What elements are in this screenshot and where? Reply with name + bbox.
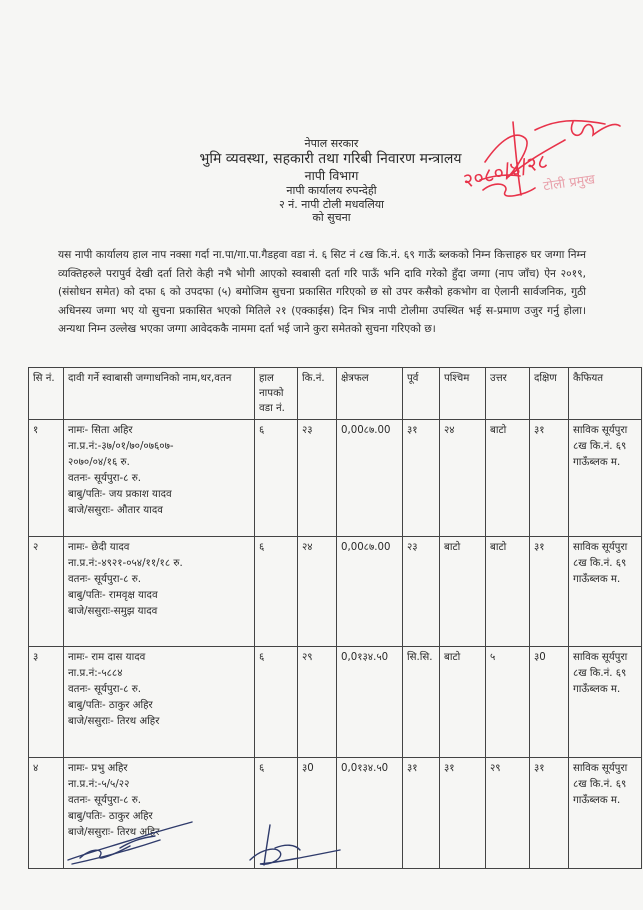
cell-sn: ४ [29, 758, 64, 869]
cell-plot: २४ [298, 537, 337, 647]
cell-east: ३१ [403, 758, 440, 869]
department-line: नापी विभाग [304, 168, 359, 184]
claimant-line: बाजे/ससुराः-समुझ यादव [68, 606, 158, 617]
cell-sn: १ [29, 420, 64, 537]
signature-left [60, 818, 200, 868]
cell-north: ५ [486, 647, 530, 758]
cell-sn: २ [29, 537, 64, 647]
ministry-line: भुमि व्यवस्था, सहकारी तथा गरिबी निवारण मन्त्रालय [199, 150, 462, 167]
cell-area: 0,00८७.00 [337, 420, 403, 537]
table-header-row [29, 368, 642, 420]
cell-sheet: ६ [255, 647, 298, 758]
table-row [29, 537, 642, 647]
header-south: दक्षिण [530, 368, 569, 420]
cell-north: बाटो [486, 420, 530, 537]
office-line: नापी कार्यालय रुपन्देही [286, 183, 377, 197]
cell-area: 0,0१३४.५0 [337, 758, 403, 869]
cell-south: ३१ [530, 758, 569, 869]
cell-west: बाटो [440, 647, 486, 758]
claimant-line: २०७०/०४/१६ रु. [68, 457, 130, 468]
claimant-line: बाबु/पतिः- रामवृक्ष यादव [68, 590, 158, 601]
cell-east: ३१ [403, 420, 440, 537]
header-sheet: हाल नापको वडा नं. [255, 368, 298, 420]
header-east: पूर्व [403, 368, 440, 420]
cell-plot: २३ [298, 420, 337, 537]
cell-south: ३१ [530, 537, 569, 647]
claimant-line: वतनः- सूर्यपुरा-८ रु. [68, 574, 142, 585]
cell-south: ३0 [530, 647, 569, 758]
cell-sn: ३ [29, 647, 64, 758]
claimant-line: बाबु/पतिः- ठाकुर अहिर [68, 811, 153, 822]
cell-remarks: साविक सूर्यपुरा ८ख कि.नं. ६९ गाऊँब्लक म. [569, 420, 642, 537]
claimant-line: वतनः- सूर्यपुरा-८ रु. [68, 473, 142, 484]
claimant-line: वतनः- सूर्यपुरा-८ रु. [68, 795, 142, 806]
cell-plot: ३0 [298, 758, 337, 869]
cell-claimant [64, 647, 255, 758]
svg-text:२०८०/४/२८: २०८०/४/२८ [460, 148, 550, 193]
claimant-line: ना.प्र.नं:-५/५/२२ [68, 779, 130, 790]
header-sn: सि नं. [29, 368, 64, 420]
signature-right [240, 820, 350, 875]
table-row [29, 420, 642, 537]
cell-remarks: साविक सूर्यपुरा ८ख कि.नं. ६९ गाऊँब्लक म. [569, 537, 642, 647]
header-west: पश्चिम [440, 368, 486, 420]
claimant-line: ना.प्र.नं:-५८८४ [68, 668, 123, 679]
claimant-line: वतनः- सूर्यपुरा-८ रु. [68, 684, 142, 695]
cell-west: ३१ [440, 758, 486, 869]
header-plot: कि.नं. [298, 368, 337, 420]
cell-area: 0,00८७.00 [337, 537, 403, 647]
cell-area: 0,0१३४.५0 [337, 647, 403, 758]
cell-sheet: ६ [255, 537, 298, 647]
cell-plot: २९ [298, 647, 337, 758]
cell-sheet: ६ [255, 758, 298, 869]
notice-title: को सुचना [312, 211, 351, 225]
notice-body: यस नापी कार्यालय हाल नाप नक्सा गर्दा ना.पा/गा.पा.गैडहवा वडा नं. ६ सिट नं ८ख कि.नं. ६९ गाऊँ ब्लकको निम्न कित्ताहरु घर जग्गा निम्न व्यक्तिहरुले परापुर्व देखी दर्ता तिरो केही नभै भोगी आएको स्वबासी दर्ता गरि पाऊँ भनि दावि गरेकोे हुँदा जग्गा (नाप जाँच) ऐन २०१९, (संसोधन समेत) को दफा ६ को उपदफा (५) बमोजिम सुचना प्रकासित गरिएको छ सो उपर कसैको हकभोग वा ऐलानी सार्वजनिक, गुठी अधिनस्य जग्गा भए यो सुचना प्रकासित भएको मितिले २१ (एक्काईस) दिन भित्र नापी टोलीमा उपस्थित भई स-प्रमाण उजुर गर्नु होला। अन्यथा निम्न उल्लेख भएका जग्गा आवेदककै नाममा दर्ता भई जाने कुरा समेतको सुचना गरिएको छ। [58, 249, 586, 336]
claimant-line: नामः- राम दास यादव [68, 652, 146, 663]
claimant-line: नामः- प्रभु अहिर [68, 763, 128, 774]
cell-west: बाटो [440, 537, 486, 647]
claimant-line: नामः- छेदी यादव [68, 542, 130, 553]
claimant-line: बाजे/ससुराः- तिरथ अहिर [68, 716, 160, 727]
header-area: क्षेत्रफल [337, 368, 403, 420]
cell-claimant [64, 537, 255, 647]
cell-claimant [64, 420, 255, 537]
letterhead [0, 137, 643, 225]
team-line: २ नं. नापी टोली मधवलिया [278, 197, 385, 211]
cell-north: बाटो [486, 537, 530, 647]
claimant-line: ना.प्र.नं:-४९२१-०५४/११/१८ रु. [68, 558, 183, 569]
header-remarks: कैफियत [569, 368, 642, 420]
claimant-line: बाजे/ससुराः- औतार यादव [68, 505, 163, 516]
claimant-line: नामः- सिता अहिर [68, 425, 133, 436]
cell-sheet: ६ [255, 420, 298, 537]
cell-east: सि.सि. [403, 647, 440, 758]
cell-west: २४ [440, 420, 486, 537]
cell-south: ३१ [530, 420, 569, 537]
claimant-line: बाबु/पतिः- जय प्रकाश यादव [68, 489, 172, 500]
claimant-line: बाजे/ससुराः- तिरथ अहिर [68, 827, 160, 838]
cell-remarks: साविक सूर्यपुरा ८ख कि.नं. ६९ गाऊँब्लक म. [569, 758, 642, 869]
claimant-line: बाबु/पतिः- ठाकुर अहिर [68, 700, 153, 711]
govt-line: नेपाल सरकार [304, 137, 359, 150]
team-head-seal: टोली प्रमुख [542, 172, 596, 195]
table-row [29, 647, 642, 758]
header-claimant: दावी गर्ने स्वाबासी जग्गाधनिको नाम,थर,वतन [64, 368, 255, 420]
cell-east: २३ [403, 537, 440, 647]
claims-table [28, 367, 642, 869]
claimant-line: ना.प्र.नं:-३७/०१/७०/०७६०७- [68, 441, 174, 452]
header-north: उत्तर [486, 368, 530, 420]
cell-north: २९ [486, 758, 530, 869]
cell-remarks: साविक सूर्यपुरा ८ख कि.नं. ६९ गाऊँब्लक म. [569, 647, 642, 758]
